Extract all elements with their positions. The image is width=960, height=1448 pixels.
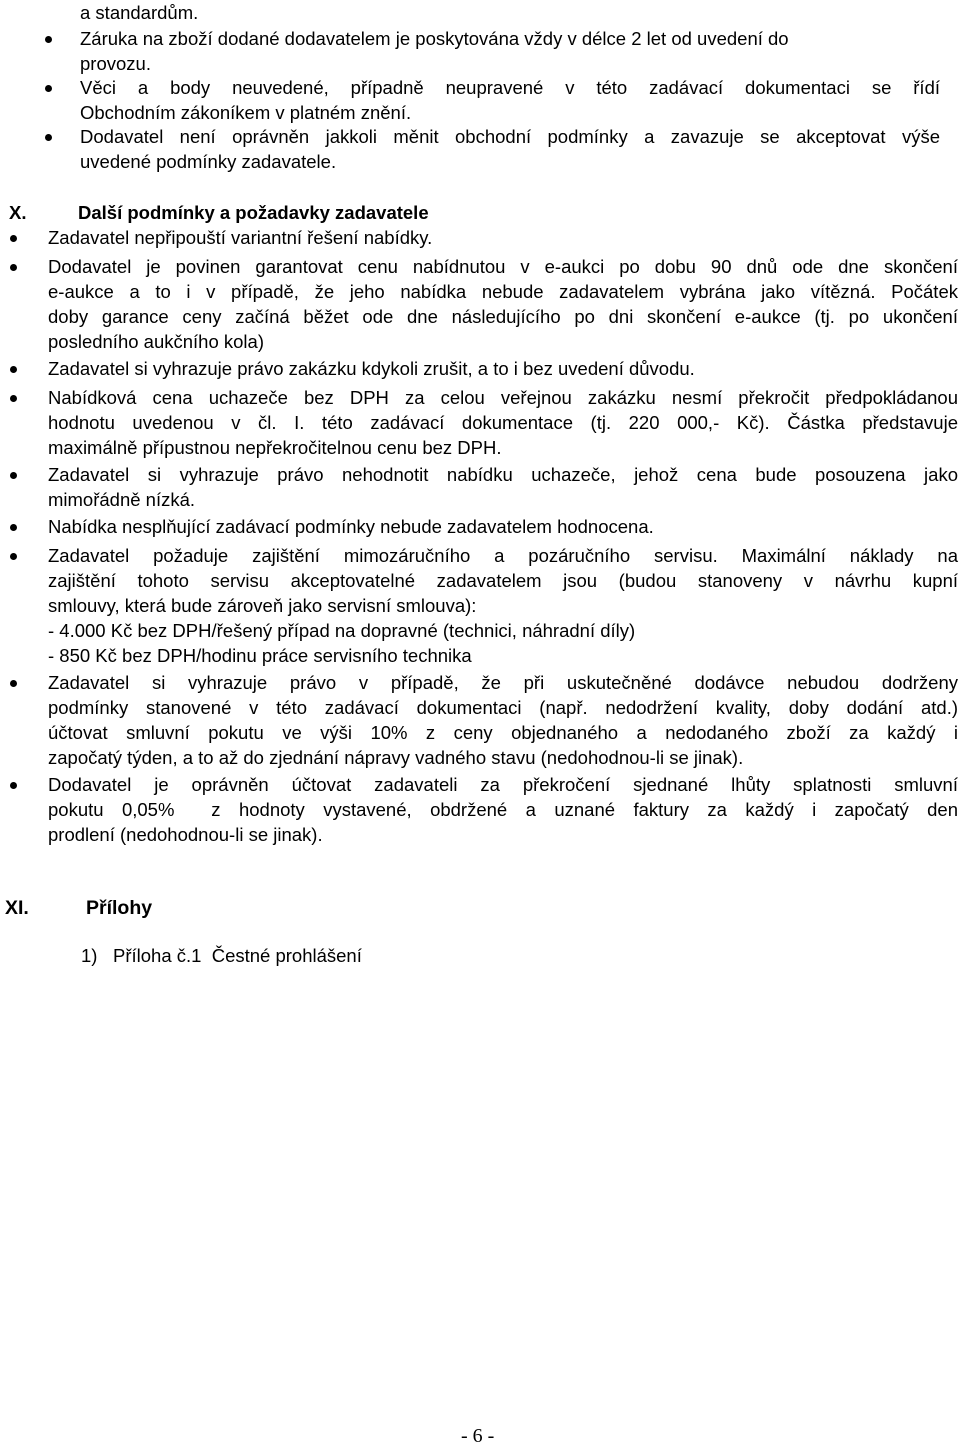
list-item-line: smlouvy, která bude zároveň jako servisní smlouva): [48,595,477,616]
bullet-icon [45,85,52,92]
list-item-line: - 850 Kč bez DPH/hodinu práce servisního technika [48,645,472,666]
list-item-line: podmínky stanovené v této zadávací dokumentaci (např. nedodržení kvality, doby dodání atd.) [48,697,958,718]
list-item-line: Zadavatel si vyhrazuje právo nehodnotit nabídku uchazeče, jehož cena bude posouzena jako [48,464,958,485]
attachment-link[interactable]: Příloha č.1 Čestné prohlášení [113,945,362,966]
list-item-line: Nabídková cena uchazeče bez DPH za celou veřejnou zakázku nesmí překročit předpokládanou [48,387,958,408]
list-item-line: e-aukce a to i v případě, že jeho nabídka nebude zadavatelem vybrána jako vítězná. Počátek [48,281,958,302]
section-number: XI. [5,897,29,919]
list-item-line: Obchodním zákoníkem v platném znění. [80,102,412,123]
bullet-icon [45,36,52,43]
section-number: X. [9,202,27,223]
list-item-line: a standardům. [80,2,199,23]
list-item-line: Zadavatel nepřipouští variantní řešení nabídky. [48,227,433,248]
bullet-icon [45,134,52,141]
bullet-icon [10,680,17,687]
list-item-line: Dodavatel není oprávněn jakkoli měnit obchodní podmínky a zavazuje se akceptovat výše [80,126,940,147]
bullet-icon [10,553,17,560]
list-item-line: Nabídka nesplňující zadávací podmínky nebude zadavatelem hodnocena. [48,516,654,537]
list-item-line: Zadavatel si vyhrazuje právo zakázku kdykoli zrušit, a to i bez uvedení důvodu. [48,358,695,379]
bullet-icon [10,395,17,402]
list-item-line: - 4.000 Kč bez DPH/řešený případ na dopravné (technici, náhradní díly) [48,620,636,641]
list-item-line: Zadavatel požaduje zajištění mimozáručního a pozáručního servisu. Maximální náklady na [48,545,958,566]
list-item-line: Dodavatel je oprávněn účtovat zadavateli za překročení sjednané lhůty splatnosti smluvní [48,774,958,795]
attachment-number: 1) [81,945,98,966]
bullet-icon [10,472,17,479]
list-item-line: posledního aukčního kola) [48,331,264,352]
list-item-line: Dodavatel je povinen garantovat cenu nabídnutou v e-aukci po dobu 90 dnů ode dne skončení [48,256,958,277]
list-item-line: mimořádně nízká. [48,489,196,510]
list-item-line: Zadavatel si vyhrazuje právo v případě, že při uskutečněné dodávce nebudou dodrženy [48,672,958,693]
list-item-line: zajištění tohoto servisu akceptovatelné zadavatelem jsou (budou stanoveny v návrhu kupní [48,570,958,591]
list-item-line: prodlení (nedohodnou-li se jinak). [48,824,323,845]
list-item-line: Záruka na zboží dodané dodavatelem je poskytována vždy v délce 2 let od uvedení do [80,28,789,49]
page-number: - 6 - [461,1425,495,1447]
bullet-icon [10,366,17,373]
bullet-icon [10,264,17,271]
list-item-line: Věci a body neuvedené, případně neupravené v této zadávací dokumentaci se řídí [80,77,940,98]
list-item-line: započatý týden, a to až do zjednání nápravy vadného stavu (nedohodnou-li se jinak). [48,747,744,768]
list-item-line: provozu. [80,53,151,74]
list-item-line: hodnotu uvedenou v čl. I. této zadávací dokumentace (tj. 220 000,- Kč). Částka představuje [48,412,958,433]
section-title: Další podmínky a požadavky zadavatele [78,202,429,223]
bullet-icon [10,782,17,789]
list-item-line: pokutu 0,05% z hodnoty vystavené, obdržené a uznané faktury za každý i započatý den [48,799,958,820]
list-item-line: doby garance ceny začíná běžet ode dne následujícího po dni skončení e-aukce (tj. po ukončení [48,306,958,327]
list-item-line: uvedené podmínky zadavatele. [80,151,337,172]
bullet-icon [10,235,17,242]
list-item-line: účtovat smluvní pokutu ve výši 10% z ceny objednaného a nedodaného zboží za každý i [48,722,958,743]
list-item-line: maximálně přípustnou nepřekročitelnou cenu bez DPH. [48,437,502,458]
bullet-icon [10,524,17,531]
section-title: Přílohy [86,897,153,919]
